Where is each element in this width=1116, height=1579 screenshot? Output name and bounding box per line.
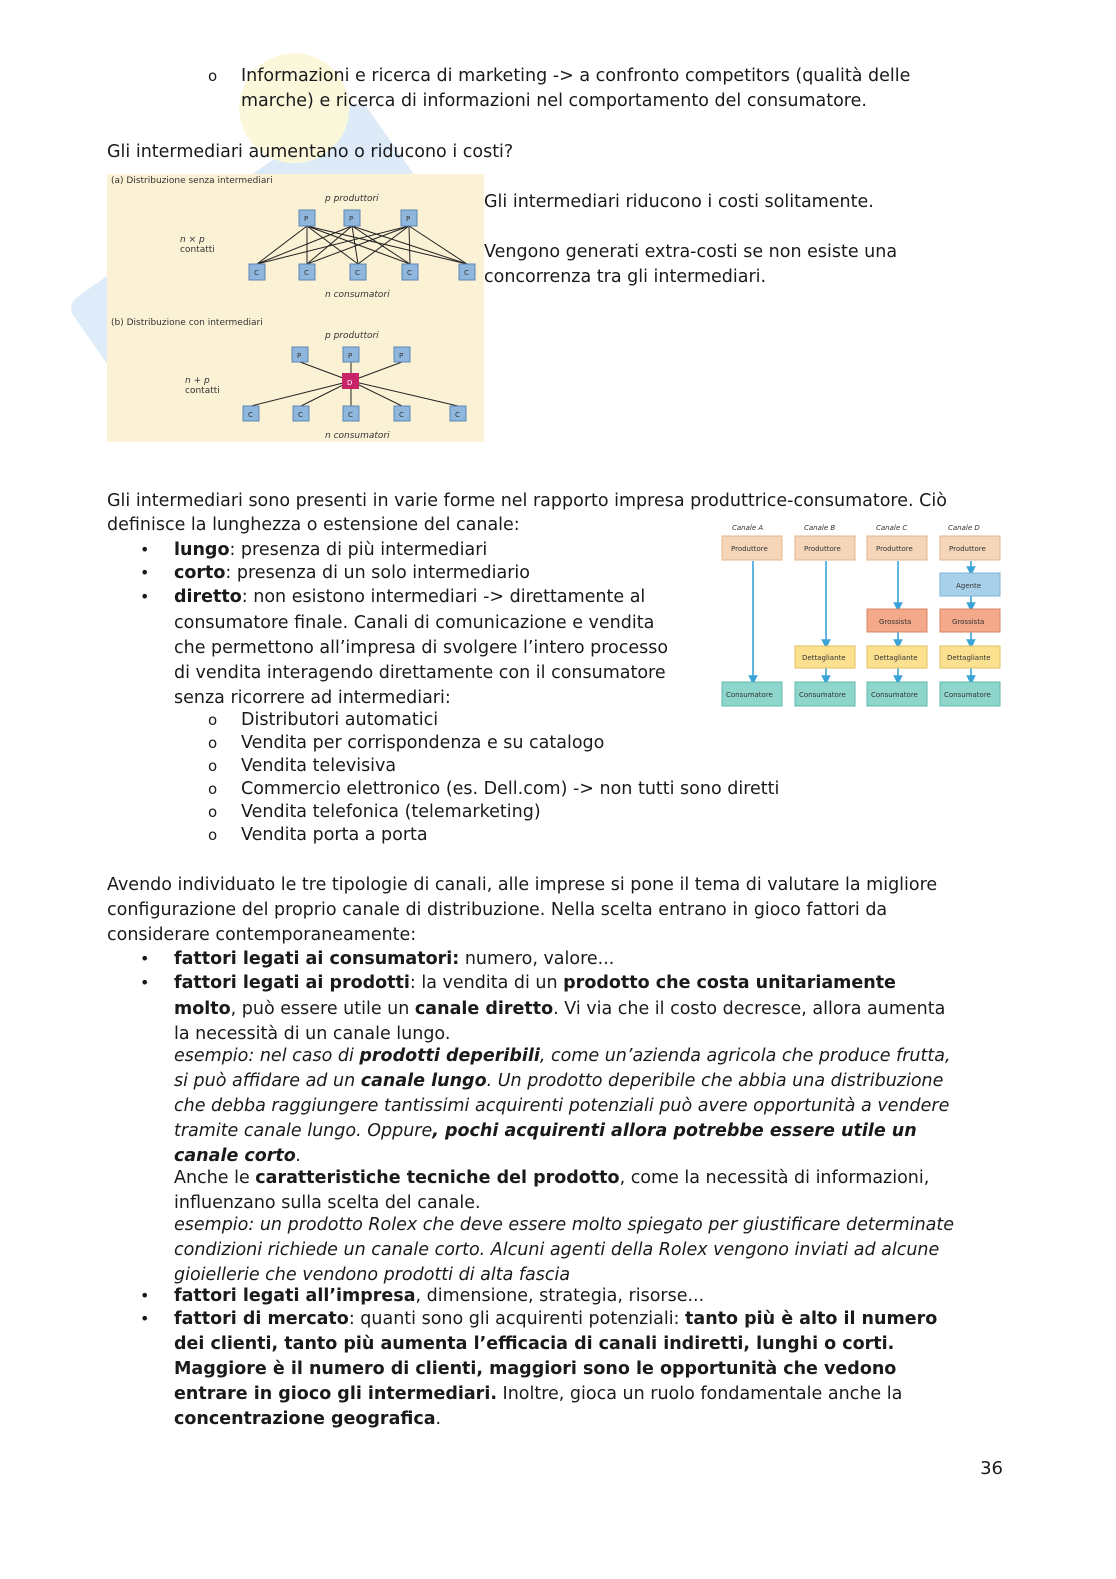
fig1-title-a: (a) Distribuzione senza intermediari	[111, 176, 273, 186]
example-perishable-line-3: che debba raggiungere tantissimi acquirenti potenziali può avere opportunità a vendere	[174, 1096, 950, 1116]
figure-channel-types	[716, 520, 1004, 712]
svg-text:Grossista: Grossista	[952, 618, 985, 626]
marketing-info-line-2: marche) e ricerca di informazioni nel comportamento del consumatore.	[241, 91, 867, 111]
svg-text:P: P	[349, 215, 354, 223]
bullet: •	[140, 1286, 150, 1305]
svg-text:Dettagliante: Dettagliante	[802, 654, 846, 662]
sub-marker: o	[208, 803, 218, 821]
svg-text:C: C	[464, 269, 469, 277]
technical-line-2: influenzano sulla scelta del canale.	[174, 1193, 481, 1213]
factor-market-line-1: fattori di mercato: quanti sono gli acquirenti potenziali: tanto più è alto il numero	[174, 1309, 938, 1329]
channel-a-label: Canale A	[732, 524, 764, 532]
svg-text:Consumatore: Consumatore	[871, 691, 918, 699]
svg-text:Dettagliante: Dettagliante	[947, 654, 991, 662]
sub-marker: o	[208, 711, 218, 729]
fig1-contacts-a-1: n × p	[180, 235, 205, 245]
grossista-row	[867, 609, 1000, 632]
answer-reduce-costs: Gli intermediari riducono i costi solitamente.	[484, 192, 874, 212]
page-number: 36	[980, 1458, 1003, 1479]
channel-corto: corto: presenza di un solo intermediario	[174, 563, 530, 583]
bullet: •	[140, 1309, 150, 1328]
sub-marker: o	[208, 67, 218, 85]
factor-products-line-1: fattori legati ai prodotti: la vendita di un prodotto che costa unitariamente	[174, 973, 896, 993]
bullet: •	[140, 587, 150, 606]
svg-text:C: C	[348, 411, 353, 419]
sub-marker: o	[208, 757, 218, 775]
direct-example-3: Vendita televisiva	[241, 756, 397, 776]
diretto-line-4: senza ricorrere ad intermediari:	[174, 688, 451, 708]
fig1-intermediary-label: D	[347, 379, 353, 387]
figure-distribution-intermediaries	[107, 174, 484, 442]
channel-b-label: Canale B	[804, 524, 836, 532]
diretto-line-3: di vendita interagendo direttamente con il consumatore	[174, 663, 666, 683]
config-line-1: Avendo individuato le tre tipologie di canali, alle imprese si pone il tema di valutare la migliore	[107, 875, 938, 895]
bullet: •	[140, 949, 150, 968]
factor-market-line-4: entrare in gioco gli intermediari. Inoltre, gioca un ruolo fondamentale anche la	[174, 1384, 903, 1404]
question-costs: Gli intermediari aumentano o riducono i costi?	[107, 142, 514, 162]
svg-text:Grossista: Grossista	[879, 618, 912, 626]
fig1-contacts-b-1: n + p	[185, 376, 210, 386]
answer-extra-costs-line-1: Vengono generati extra-costi se non esiste una	[484, 242, 898, 262]
fig1-consumer-nodes-b	[243, 406, 466, 421]
svg-text:Consumatore: Consumatore	[799, 691, 846, 699]
factor-products-line-3: la necessità di un canale lungo.	[174, 1024, 451, 1044]
agente-label: Agente	[956, 582, 982, 590]
svg-text:Consumatore: Consumatore	[726, 691, 773, 699]
fig1-producer-nodes-b	[292, 347, 410, 362]
svg-text:Produttore: Produttore	[949, 545, 986, 553]
channel-arrows	[753, 561, 971, 680]
fig1-producer-nodes-a	[299, 210, 417, 226]
svg-text:P: P	[348, 352, 353, 360]
bullet: •	[140, 563, 150, 582]
channels-intro-line-2: definisce la lunghezza o estensione del canale:	[107, 515, 520, 535]
svg-text:C: C	[407, 269, 412, 277]
factor-company: fattori legati all’impresa, dimensione, strategia, risorse...	[174, 1286, 705, 1306]
produttore-row	[722, 536, 1000, 560]
sub-marker: o	[208, 780, 218, 798]
fig1-consumers-a: n consumatori	[325, 290, 390, 300]
channel-d-label: Canale D	[948, 524, 980, 532]
fig1-consumer-nodes-a	[249, 264, 475, 280]
factor-market-line-2: dei clienti, tanto più aumenta l’efficacia di canali indiretti, lunghi o corti.	[174, 1334, 895, 1354]
factor-market-line-3: Maggiore è il numero di clienti, maggiori sono le opportunità che vedono	[174, 1359, 897, 1379]
example-rolex-line-1: esempio: un prodotto Rolex che deve essere molto spiegato per giustificare determinate	[174, 1215, 955, 1235]
example-perishable-line-4: tramite canale lungo. Oppure, pochi acquirenti allora potrebbe essere utile un	[174, 1121, 917, 1141]
fig1-contacts-b-2: contatti	[185, 386, 220, 396]
direct-example-2: Vendita per corrispondenza e su catalogo	[241, 733, 605, 753]
svg-text:P: P	[406, 215, 411, 223]
example-rolex-line-2: condizioni richiede un canale corto. Alcuni agenti della Rolex vengono inviati ad alcune	[174, 1240, 940, 1260]
marketing-info-line-1: Informazioni e ricerca di marketing -> a confronto competitors (qualità delle	[241, 66, 911, 86]
sub-marker: o	[208, 826, 218, 844]
svg-text:C: C	[355, 269, 360, 277]
config-line-2: configurazione del proprio canale di distribuzione. Nella scelta entrano in gioco fattori da	[107, 900, 888, 920]
config-line-3: considerare contemporaneamente:	[107, 925, 417, 945]
bullet: •	[140, 540, 150, 559]
channel-diretto: diretto: non esistono intermediari -> direttamente al	[174, 587, 646, 607]
svg-text:Produttore: Produttore	[731, 545, 768, 553]
diretto-line-2: che permettono all’impresa di svolgere l’intero processo	[174, 638, 669, 658]
fig1-consumers-b: n consumatori	[325, 431, 390, 441]
svg-text:C: C	[254, 269, 259, 277]
channel-lungo: lungo: presenza di più intermediari	[174, 540, 488, 560]
svg-text:C: C	[298, 411, 303, 419]
direct-example-1: Distributori automatici	[241, 710, 439, 730]
svg-text:P: P	[304, 215, 309, 223]
consumatore-row	[722, 682, 1000, 706]
svg-text:Produttore: Produttore	[876, 545, 913, 553]
fig1-title-b: (b) Distribuzione con intermediari	[111, 318, 263, 328]
channels-intro-line-1: Gli intermediari sono presenti in varie forme nel rapporto impresa produttrice-consumatore. Ciò	[107, 491, 947, 511]
svg-text:C: C	[248, 411, 253, 419]
answer-extra-costs-line-2: concorrenza tra gli intermediari.	[484, 267, 767, 287]
fig1-producers-a: p produttori	[325, 194, 379, 204]
channel-c-label: Canale C	[876, 524, 908, 532]
direct-example-4: Commercio elettronico (es. Dell.com) -> non tutti sono diretti	[241, 779, 780, 799]
example-perishable-line-5: canale corto.	[174, 1146, 302, 1166]
diretto-line-1: consumatore finale. Canali di comunicazione e vendita	[174, 613, 655, 633]
example-rolex-line-3: gioiellerie che vendono prodotti di alta fascia	[174, 1265, 571, 1285]
fig1-producers-b: p produttori	[325, 331, 379, 341]
fig1-contacts-a-2: contatti	[180, 245, 215, 255]
factor-consumers: fattori legati ai consumatori: numero, valore...	[174, 949, 615, 969]
example-perishable-line-2: si può affidare ad un canale lungo. Un prodotto deperibile che abbia una distribuzione	[174, 1071, 944, 1091]
direct-example-6: Vendita porta a porta	[241, 825, 428, 845]
direct-example-5: Vendita telefonica (telemarketing)	[241, 802, 541, 822]
svg-text:Produttore: Produttore	[804, 545, 841, 553]
factor-products-line-2: molto, può essere utile un canale diretto. Vi via che il costo decresce, allora aumenta	[174, 999, 946, 1019]
example-perishable-line-1: esempio: nel caso di prodotti deperibili, come un’azienda agricola che produce frutta,	[174, 1046, 951, 1066]
technical-line-1: Anche le caratteristiche tecniche del prodotto, come la necessità di informazioni,	[174, 1168, 930, 1188]
svg-text:Dettagliante: Dettagliante	[874, 654, 918, 662]
svg-text:P: P	[297, 352, 302, 360]
svg-text:C: C	[399, 411, 404, 419]
bullet: •	[140, 973, 150, 992]
svg-text:Consumatore: Consumatore	[944, 691, 991, 699]
sub-marker: o	[208, 734, 218, 752]
factor-market-line-5: concentrazione geografica.	[174, 1409, 442, 1429]
dettagliante-row	[795, 646, 1000, 668]
svg-text:C: C	[455, 411, 460, 419]
svg-text:P: P	[399, 352, 404, 360]
fig1-connection-lines-a	[257, 226, 467, 264]
svg-text:C: C	[304, 269, 309, 277]
